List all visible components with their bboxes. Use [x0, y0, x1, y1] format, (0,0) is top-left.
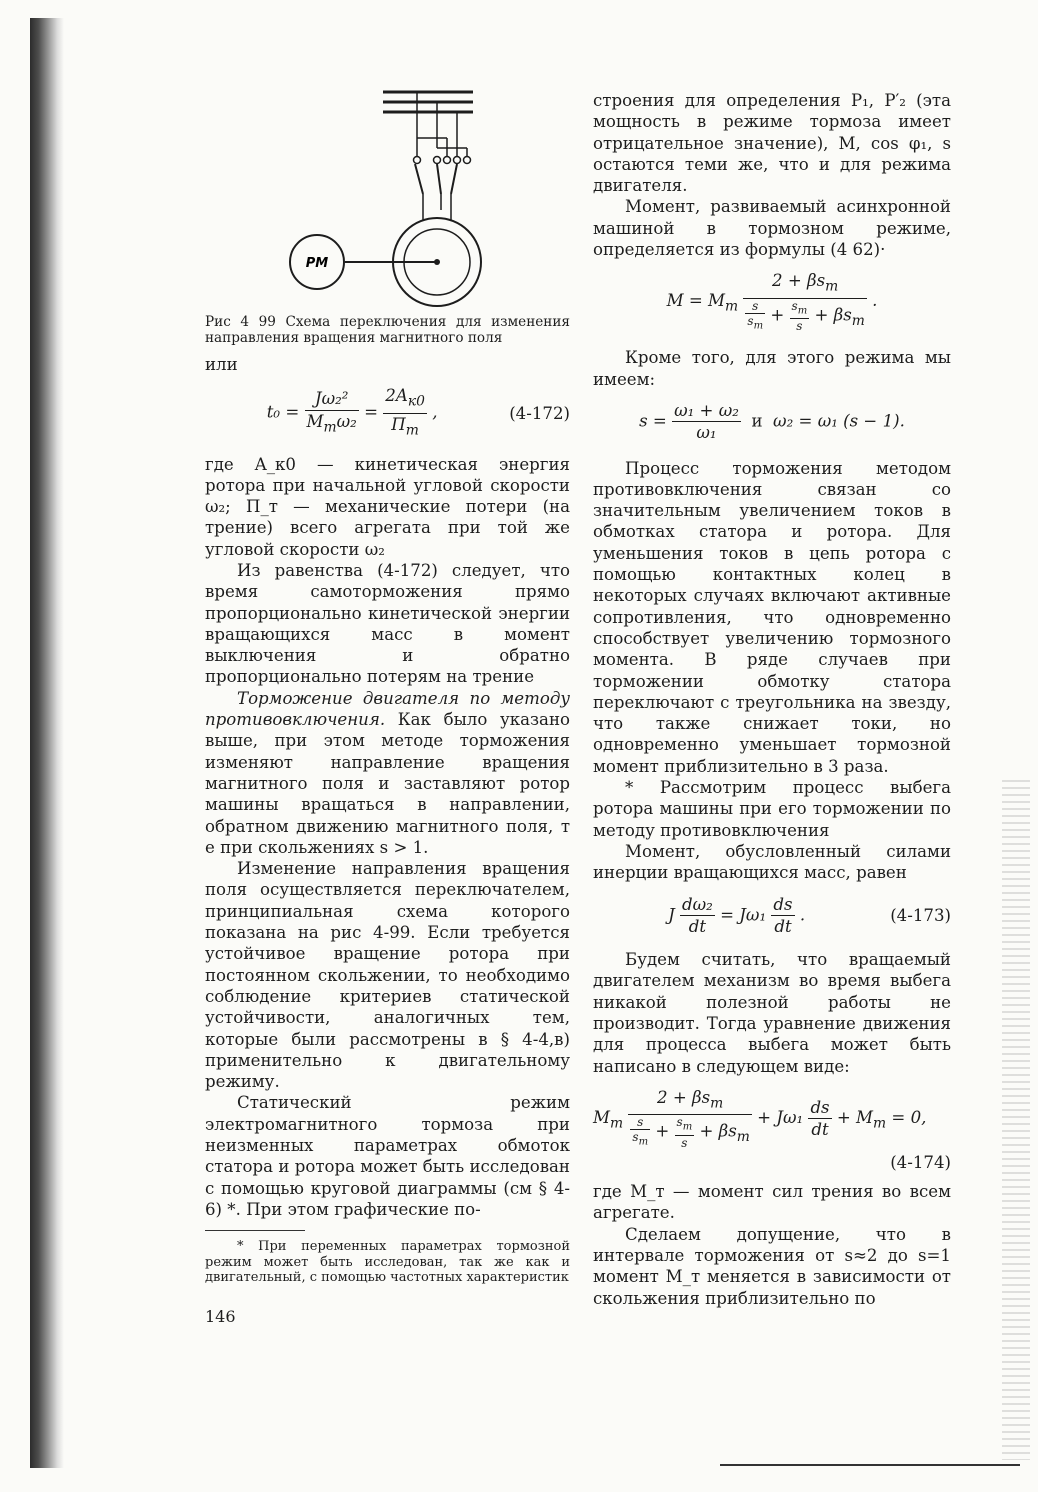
paragraph: Кроме того, для этого режима мы имеем:: [593, 348, 951, 389]
paragraph-text: Как было указано выше, при этом методе торможения изменяют направление вращения магнитного поля и заставляют ротор машины вращаться в направлении, обратном движению магнитного поля, т е при скольжениях s > 1.: [205, 710, 570, 857]
equation-number: (4-172): [509, 403, 570, 423]
paragraph: Момент, обусловленный силами инерции вращающихся масс, равен: [593, 841, 951, 883]
scan-edge-noise: [1002, 780, 1030, 1460]
page-number: 146: [205, 1306, 236, 1326]
paragraph: * Рассмотрим процесс выбега ротора машины при его торможении по методу противовключения: [593, 778, 951, 840]
figure-caption: Рис 4 99 Схема переключения для изменения направления вращения магнитного поля: [205, 314, 570, 346]
formula-moment: $M = M_m$ $2 + \beta s_m$ $\frac{s}{s_m}$ + $\frac{s_m}{s}$ + $\beta s_m$ .: [666, 271, 878, 334]
formula-4-173: J $\frac{\text{dω₂}}{dt}$ = Jω₁ $\frac{ds}{dt}$ . (4-173): [668, 894, 951, 936]
equation-number: (4-174): [890, 1152, 951, 1172]
paragraph: Статический режим электромагнитного тормоза при неизменных параметрах обмоток статора и ротора может быть исследован с помощью круговой диаграммы (см § 4-6) *. При этом графические по-: [205, 1093, 570, 1219]
paragraph: Из равенства (4-172) следует, что время самоторможения прямо пропорционально кинетической энергии вращающихся масс в момент выключения и обратно пропорционально потерям на трение: [205, 561, 570, 687]
scan-binding-shadow: [30, 18, 64, 1468]
left-column: [205, 78, 570, 1327]
or-word: или: [205, 355, 238, 374]
paragraph: где M_т — момент сил трения во всем агрегате.: [593, 1182, 951, 1223]
equation-number: (4-173): [890, 905, 951, 925]
section-heading-inline: Торможение двигателя по методу противовключения.: [205, 688, 570, 730]
paragraph-section-start: [205, 688, 570, 858]
formula-slip: s = $\frac{\text{ω₁ + ω₂}}{\text{ω₁}}$ и ω₂ = ω₁ (s − 1).: [639, 400, 905, 443]
right-column: [593, 90, 951, 1309]
paragraph: где A_к0 — кинетическая энергия ротора при начальной угловой скорости ω₂; П_т — механические потери (на трение) всего агрегата при той же угловой скорости ω₂: [205, 454, 570, 559]
paragraph: строения для определения P₁, P′₂ (эта мощность в режиме тормоза имеет отрицательное значение), M, cos φ₁, s остаются теми же, что и для режима двигателя.: [593, 91, 951, 196]
load-machine-label: РМ: [305, 256, 329, 271]
switch-diagram-figure: [205, 78, 565, 308]
paragraph: Процесс торможения методом противовключения связан со значительным увеличением токов в обмотках статора и ротора. Для уменьшения токов в цепь ротора с помощью контактных колец в некоторых случаях включают активные сопротивления, что одновременно способствует увеличению тормозного момента. В ряде случаев при торможении обмотку статора переключают с треугольника на звезду, что также снижает токи, но одновременно уменьшает тормозной момент приблизительно в 3 раза.: [593, 458, 951, 776]
footnote: * При переменных параметрах тормозной режим может быть исследован, так же как и двигательный, с помощью частотных характеристик: [205, 1239, 570, 1286]
paragraph: Момент, развиваемый асинхронной машиной в тормозном режиме, определяется из формулы (4 62)·: [593, 197, 951, 260]
footnote-rule: [205, 1230, 305, 1231]
paragraph: Будем считать, что вращаемый двигателем механизм во время выбега никакой полезной работы не производит. Тогда уравнение движения для процесса выбега может быть написано в следующем виде:: [593, 950, 951, 1076]
formula-4-172: t₀ = Jω₂² $M_т\omega_2$ = $2A_{к0}$ $П_т$ , (4-172): [266, 386, 570, 439]
formula-4-174: $M_m$ $2 + \beta s_m$ $\frac{s}{s_m}$ + $\frac{s_m}{s}$ + $\beta s_m$ + Jω₁ $\frac{ds}{dt}$ + $M_т = 0$,: [593, 1087, 927, 1150]
paragraph: Сделаем допущение, что в интервале торможения от s≈2 до s=1 момент M_т меняется в зависимости от скольжения приблизительно по: [593, 1224, 951, 1308]
scan-bottom-line: [720, 1464, 1020, 1466]
paragraph: Изменение направления вращения поля осуществляется переключателем, принципиальная схема которого показана на рис 4-99. Если требуется устойчивое вращение ротора при постоянном скольжении, то необходимо соблюдение критериев статической устойчивости, аналогичных тем, которые были рассмотрены в § 4-4,в) применительно к двигательному режиму.: [205, 859, 570, 1092]
